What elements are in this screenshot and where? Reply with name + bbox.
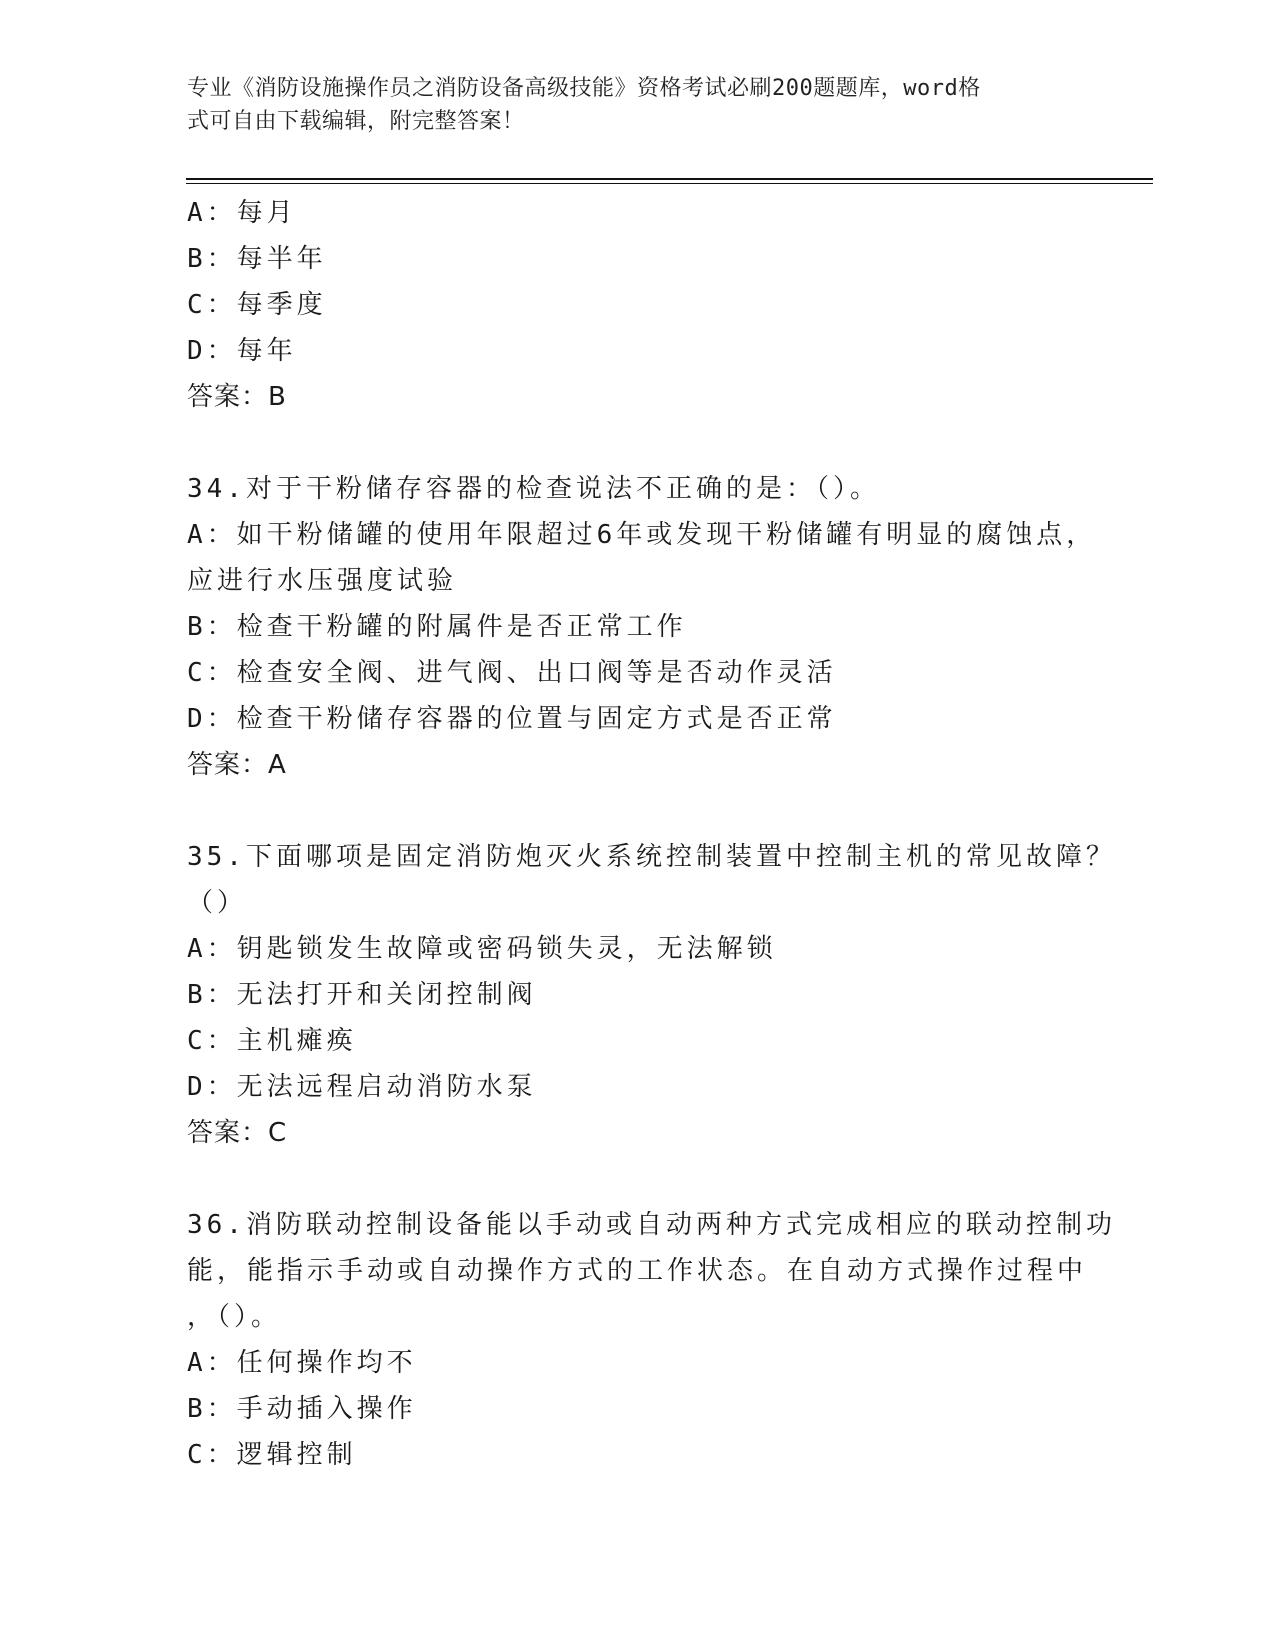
option-b: B：检查干粉罐的附属件是否正常工作 [187,612,687,642]
option-b: B：每半年 [187,244,327,274]
prev-question [187,190,1087,420]
header-divider-thick [186,178,1153,180]
option-a: A：每月 [187,198,297,228]
question-36 [187,1202,1116,1478]
document-header [187,72,1067,138]
question-stem-line-2: 能，能指示手动或自动操作方式的工作状态。在自动方式操作过程中 [187,1256,1088,1286]
option-d: D：每年 [187,336,297,366]
answer: 答案：A [187,750,287,780]
header-line-2: 式可自由下载编辑，附完整答案！ [187,109,525,134]
answer: 答案：C [187,1118,288,1148]
option-c: C：每季度 [187,290,327,320]
question-34 [187,466,1097,788]
spacer [187,1156,1087,1202]
answer: 答案：B [187,382,287,412]
option-b: B：手动插入操作 [187,1394,417,1424]
question-stem-line-1: 35.下面哪项是固定消防炮灭火系统控制装置中控制主机的常见故障？ [187,842,1116,872]
question-stem-line-1: 36.消防联动控制设备能以手动或自动两种方式完成相应的联动控制功 [187,1210,1116,1240]
header-divider-thin [186,183,1153,184]
option-c: C：主机瘫痪 [187,1026,357,1056]
option-a: A：任何操作均不 [187,1348,417,1378]
option-a-line-1: A：如干粉储罐的使用年限超过6年或发现干粉储罐有明显的腐蚀点， [187,520,1097,550]
question-content [187,190,1116,1478]
question-35 [187,834,1116,1156]
option-c: C：逻辑控制 [187,1440,357,1470]
header-line-1: 专业《消防设施操作员之消防设备高级技能》资格考试必刷200题题库，word格 [187,76,981,101]
spacer [187,788,1087,834]
option-d: D：检查干粉储存容器的位置与固定方式是否正常 [187,704,837,734]
spacer [187,420,1087,466]
question-stem: 34.对于干粉储存容器的检查说法不正确的是：（）。 [187,474,880,504]
question-stem-line-3: ，（）。 [187,1302,282,1332]
option-b: B：无法打开和关闭控制阀 [187,980,537,1010]
question-stem-line-2: （） [187,888,248,918]
option-d: D：无法远程启动消防水泵 [187,1072,537,1102]
option-c: C：检查安全阀、进气阀、出口阀等是否动作灵活 [187,658,837,688]
option-a-line-2: 应进行水压强度试验 [187,566,458,596]
option-a: A：钥匙锁发生故障或密码锁失灵，无法解锁 [187,934,777,964]
